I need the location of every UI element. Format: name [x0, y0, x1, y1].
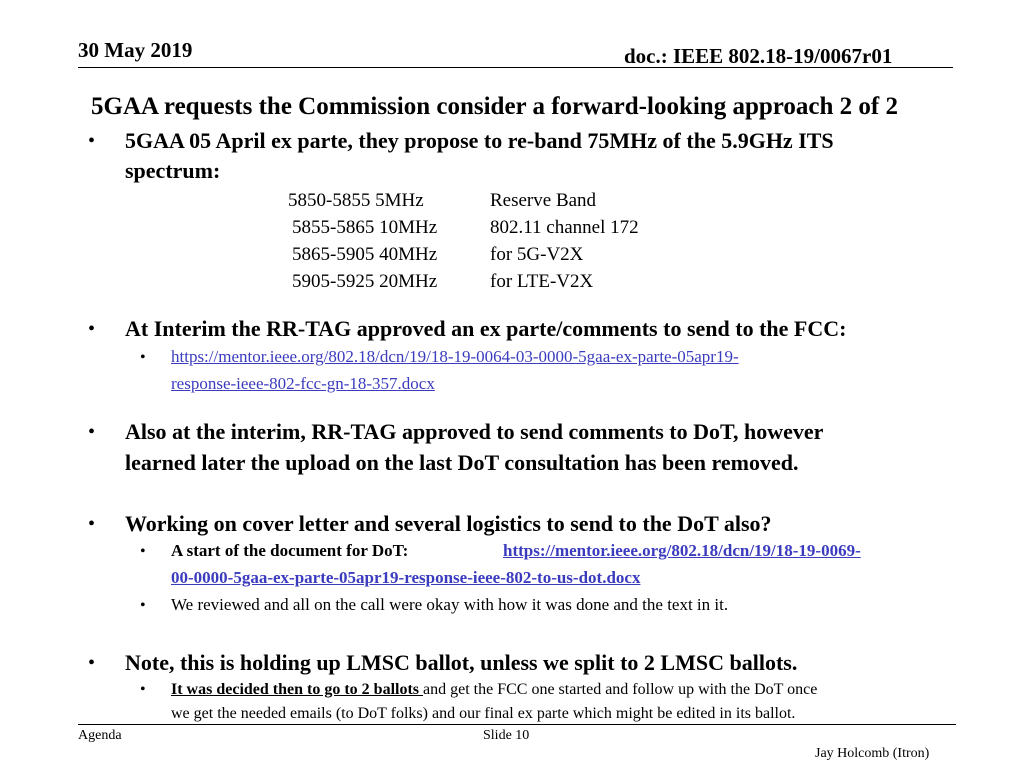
fcc-ex-parte-link-line-1[interactable]: https://mentor.ieee.org/802.18/dcn/19/18-19-0064-03-0000-5gaa-ex-parte-05apr19-	[171, 347, 739, 366]
bullet-3-line-2: learned later the upload on the last DoT consultation has been removed.	[125, 450, 799, 475]
band-use: Reserve Band	[490, 190, 597, 211]
footer-slide-number: Slide 10	[483, 728, 530, 743]
decision-rest-text: and get the FCC one started and follow up with the DoT once	[423, 681, 818, 698]
footer-author: Jay Holcomb (Itron)	[815, 746, 930, 761]
bullet-5-sub-line-2: we get the needed emails (to DoT folks) and our final ex parte which might be edited in its ballot.	[171, 705, 796, 722]
bullet-1-line-1: 5GAA 05 April ex parte, they propose to re-band 75MHz of the 5.9GHz ITS	[125, 128, 834, 153]
bullet-dot: •	[88, 130, 96, 152]
sub-bullet-dot: •	[140, 681, 146, 698]
header-date: 30 May 2019	[78, 38, 193, 62]
header-divider	[78, 67, 953, 68]
bullet-4-sub-2: We reviewed and all on the call were okay with how it was done and the text in it.	[171, 595, 729, 614]
bullet-5-sub-line-1	[171, 681, 817, 699]
header-doc-id: doc.: IEEE 802.18-19/0067r01	[624, 44, 893, 68]
bullet-2-text: At Interim the RR-TAG approved an ex parte/comments to send to the FCC:	[125, 316, 847, 341]
decision-underlined-text: It was decided then to go to 2 ballots	[171, 681, 424, 698]
band-use: 802.11 channel 172	[490, 217, 639, 238]
band-range: 5905-5925 20MHz	[292, 271, 438, 292]
band-use: for 5G-V2X	[490, 244, 584, 265]
sub-bullet-dot: •	[140, 349, 146, 366]
fcc-ex-parte-link-line-2[interactable]: response-ieee-802-fcc-gn-18-357.docx	[171, 374, 435, 393]
bullet-dot: •	[88, 513, 96, 535]
sub-bullet-dot: •	[140, 543, 146, 560]
dot-document-link-line-2[interactable]: 00-0000-5gaa-ex-parte-05apr19-response-ieee-802-to-us-dot.docx	[171, 568, 641, 587]
bullet-5-text: Note, this is holding up LMSC ballot, unless we split to 2 LMSC ballots.	[125, 650, 798, 675]
slide-title: 5GAA requests the Commission consider a forward-looking approach 2 of 2	[91, 93, 898, 120]
footer-divider	[78, 724, 956, 725]
bullet-dot: •	[88, 421, 96, 443]
sub-bullet-dot: •	[140, 597, 146, 614]
dot-document-label: A start of the document for DoT:	[171, 541, 409, 560]
bullet-4-text: Working on cover letter and several logistics to send to the DoT also?	[125, 511, 772, 536]
band-range: 5850-5855 5MHz	[288, 190, 424, 211]
bullet-3-line-1: Also at the interim, RR-TAG approved to send comments to DoT, however	[125, 419, 824, 444]
band-range: 5855-5865 10MHz	[292, 217, 438, 238]
band-range: 5865-5905 40MHz	[292, 244, 438, 265]
band-use: for LTE-V2X	[490, 271, 594, 292]
footer-agenda: Agenda	[78, 728, 122, 743]
bullet-dot: •	[88, 652, 96, 674]
bullet-1-line-2: spectrum:	[125, 158, 221, 183]
dot-document-link-line-1[interactable]: https://mentor.ieee.org/802.18/dcn/19/18-19-0069-	[503, 541, 861, 560]
bullet-dot: •	[88, 318, 96, 340]
